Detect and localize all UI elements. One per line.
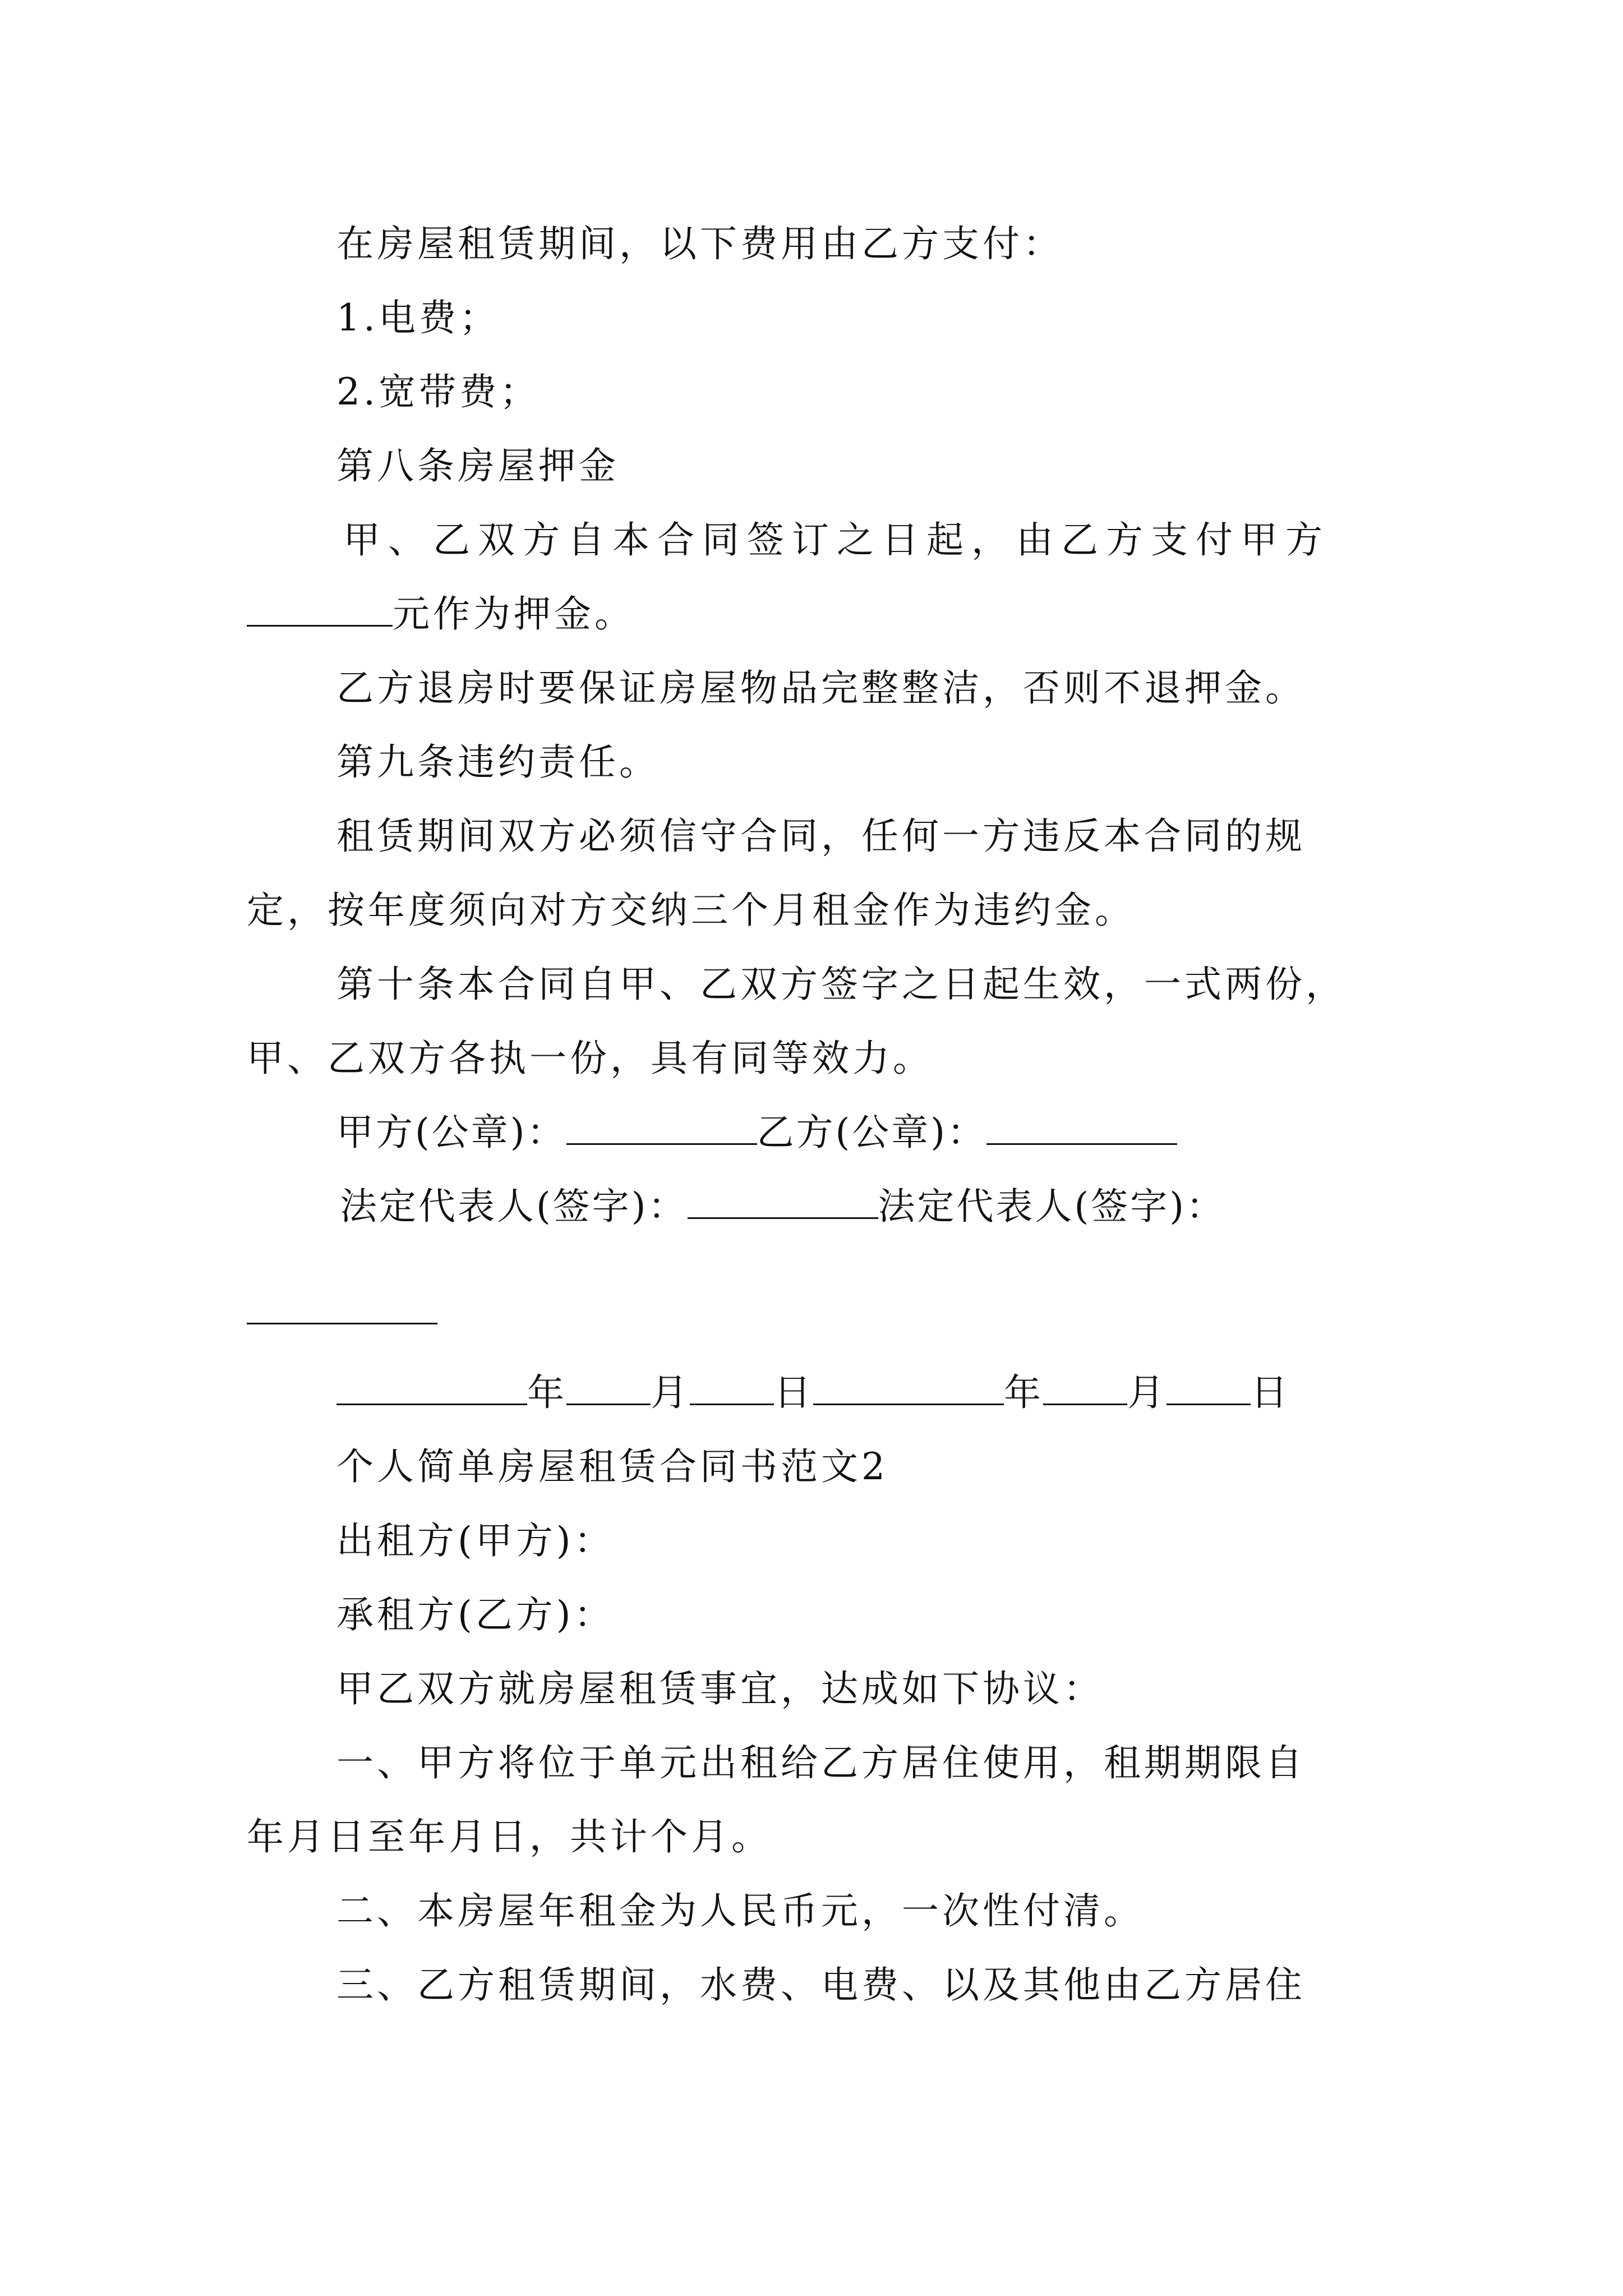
breach-clause-line1: 租赁期间双方必须信守合同，任何一方违反本合同的规: [336, 815, 1306, 858]
legal-rep-a-blank: [688, 1186, 878, 1219]
party-b-seal-blank: [986, 1112, 1177, 1145]
agreement-intro: 甲乙双方就房屋租赁事宜，达成如下协议：: [336, 1667, 1104, 1710]
list-item-electricity: 1.电费；: [336, 296, 500, 339]
paragraph-fee-intro: 在房屋租赁期间，以下费用由乙方支付：: [336, 222, 1063, 265]
move-out-clause: 乙方退房时要保证房屋物品完整整洁，否则不退押金。: [336, 666, 1306, 710]
clause-1-line2: 年月日至年月日，共计个月。: [247, 1815, 772, 1858]
date-b-day-label: 日: [1251, 1371, 1290, 1414]
article-10-line1: 第十条本合同自甲、乙双方签字之日起生效，一式两份，: [336, 963, 1346, 1006]
date-a-year-blank: [336, 1372, 527, 1405]
clause-2: 二、本房屋年租金为人民币元，一次性付清。: [336, 1889, 1144, 1932]
date-b-month-label: 月: [1127, 1371, 1166, 1414]
party-b-seal-label: 乙方(公章)：: [757, 1111, 986, 1154]
date-a-day-blank: [690, 1372, 774, 1405]
list-item-broadband: 2.宽带费；: [336, 370, 540, 413]
article-9-heading: 第九条违约责任。: [336, 740, 660, 784]
date-a-day-label: 日: [774, 1371, 813, 1414]
deposit-clause-line1: 甲、乙双方自本合同签订之日起，由乙方支付甲方: [343, 518, 1330, 562]
legal-rep-line: [340, 1181, 1225, 1232]
lessor-label: 出租方(甲方)：: [336, 1519, 615, 1562]
breach-clause-line2: 定，按年度须向对方交纳三个月租金作为违约金。: [247, 889, 1135, 932]
contract-2-title: 个人简单房屋租赁合同书范文2: [336, 1445, 888, 1488]
legal-rep-a-label: 法定代表人(签字)：: [340, 1185, 688, 1228]
date-a-year-label: 年: [527, 1371, 566, 1414]
article-8-heading: 第八条房屋押金: [336, 444, 619, 487]
lessee-label: 承租方(乙方)：: [336, 1593, 615, 1636]
legal-rep-b-blank: [247, 1323, 437, 1324]
clause-3-line1: 三、乙方租赁期间，水费、电费、以及其他由乙方居住: [336, 1963, 1306, 2007]
deposit-clause-line2: [247, 589, 635, 639]
clause-1-line1: 一、甲方将位于单元出租给乙方居住使用，租期期限自: [336, 1741, 1306, 1784]
deposit-amount-blank: [247, 593, 393, 627]
date-b-year-label: 年: [1004, 1371, 1043, 1414]
legal-rep-b-label: 法定代表人(签字)：: [878, 1185, 1225, 1228]
date-b-year-blank: [813, 1372, 1004, 1405]
date-line: [336, 1368, 1290, 1418]
article-10-line2: 甲、乙双方各执一份，具有同等效力。: [247, 1037, 933, 1080]
seal-line: [336, 1107, 1177, 1158]
deposit-clause-line2-text: 元作为押金。: [393, 592, 635, 636]
date-a-month-label: 月: [651, 1371, 690, 1414]
date-a-month-blank: [566, 1372, 651, 1405]
date-b-day-blank: [1166, 1372, 1251, 1405]
date-b-month-blank: [1043, 1372, 1127, 1405]
party-a-seal-blank: [566, 1112, 757, 1145]
party-a-seal-label: 甲方(公章)：: [336, 1111, 566, 1154]
